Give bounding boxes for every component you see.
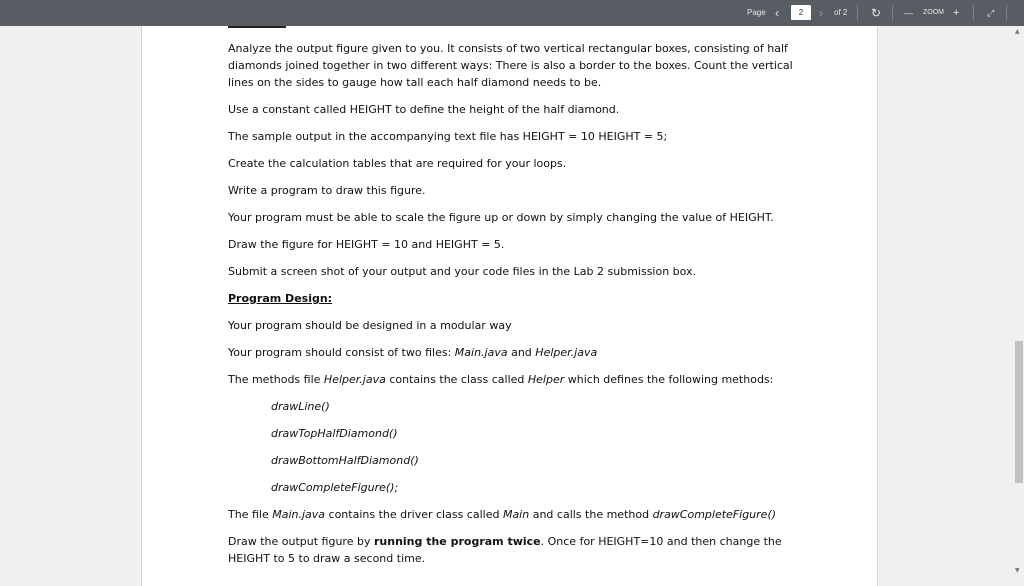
- toolbar-divider: [892, 5, 893, 21]
- main-class-ref: Main: [502, 508, 530, 521]
- mainfile-text-b: contains the driver class called: [325, 508, 503, 521]
- methods-paragraph: [228, 371, 773, 388]
- method-item: drawBottomHalfDiamond(): [271, 454, 419, 467]
- method-item: drawCompleteFigure();: [271, 481, 399, 494]
- helper-file-ref: Helper.java: [323, 373, 386, 386]
- mainfile-text-a: The file: [228, 508, 273, 521]
- mainfile-text-c: and calls the method: [529, 508, 653, 521]
- prev-page-icon[interactable]: ‹: [775, 6, 779, 20]
- page-top-rule: [228, 26, 286, 28]
- page-number-input[interactable]: 2: [791, 5, 811, 20]
- next-page-icon[interactable]: ›: [819, 6, 823, 20]
- twice-text-a: Draw the output figure by: [228, 535, 374, 548]
- and-text: and: [507, 346, 536, 359]
- methods-text-b: contains the class called: [385, 373, 528, 386]
- zoom-label: ZOOM: [923, 9, 944, 16]
- helper-file-name: Helper.java: [535, 346, 598, 359]
- page-count-label: of 2: [834, 8, 848, 17]
- main-file-ref: Main.java: [272, 508, 326, 521]
- twice-text-b: . Once for HEIGHT=10 and then change the: [540, 535, 782, 548]
- scale-paragraph: Your program must be able to scale the figure up or down by simply changing the value of HEIGHT.: [228, 211, 774, 224]
- helper-class-ref: Helper: [527, 373, 565, 386]
- toolbar-divider: [1006, 5, 1007, 21]
- main-file-name: Main.java: [454, 346, 508, 359]
- twice-paragraph: [228, 533, 782, 550]
- draw-paragraph: Draw the figure for HEIGHT = 10 and HEIGHT = 5.: [228, 238, 505, 251]
- complete-method-ref: drawCompleteFigure(): [652, 508, 777, 521]
- page-label: Page: [747, 8, 766, 17]
- height-paragraph: Use a constant called HEIGHT to define the height of the half diamond.: [228, 103, 620, 116]
- files-paragraph: [228, 344, 597, 361]
- rotate-icon[interactable]: ↻: [871, 6, 882, 20]
- write-paragraph: Write a program to draw this figure.: [228, 184, 426, 197]
- toolbar-divider: [973, 5, 974, 21]
- submit-paragraph: Submit a screen shot of your output and your code files in the Lab 2 submission box.: [228, 265, 697, 278]
- twice-paragraph-line-2: HEIGHT to 5 to draw a second time.: [228, 552, 426, 565]
- zoom-in-icon[interactable]: +: [953, 7, 960, 19]
- zoom-out-icon[interactable]: —: [904, 8, 913, 18]
- tables-paragraph: Create the calculation tables that are required for your loops.: [228, 157, 567, 170]
- intro-line-1: Analyze the output figure given to you. It consists of two vertical rectangular boxes, consisting of half: [228, 42, 788, 55]
- intro-line-3: lines on the sides to gauge how tall each half diamond needs to be.: [228, 76, 602, 89]
- twice-bold: running the program twice: [373, 535, 541, 548]
- vertical-scrollbar[interactable]: [1012, 26, 1024, 576]
- method-item: drawLine(): [271, 400, 330, 413]
- modular-paragraph: Your program should be designed in a modular way: [228, 319, 512, 332]
- expand-icon[interactable]: ⤢: [987, 8, 995, 18]
- scrollbar-thumb[interactable]: [1015, 341, 1023, 483]
- methods-text-a: The methods file: [228, 373, 324, 386]
- files-text: Your program should consist of two files:: [228, 346, 455, 359]
- scroll-up-icon[interactable]: ▲: [1015, 28, 1020, 35]
- scroll-down-icon[interactable]: ▼: [1015, 567, 1020, 574]
- sample-paragraph: The sample output in the accompanying text file has HEIGHT = 10 HEIGHT = 5;: [228, 130, 668, 143]
- program-design-heading: Program Design:: [228, 292, 333, 305]
- toolbar-divider: [857, 5, 858, 21]
- pdf-toolbar: [0, 0, 1024, 26]
- main-file-paragraph: [228, 506, 776, 523]
- method-item: drawTopHalfDiamond(): [271, 427, 398, 440]
- intro-line-2: diamonds joined together in two different ways: There is also a border to the boxes. Count the vertical: [228, 59, 793, 72]
- methods-text-c: which defines the following methods:: [564, 373, 774, 386]
